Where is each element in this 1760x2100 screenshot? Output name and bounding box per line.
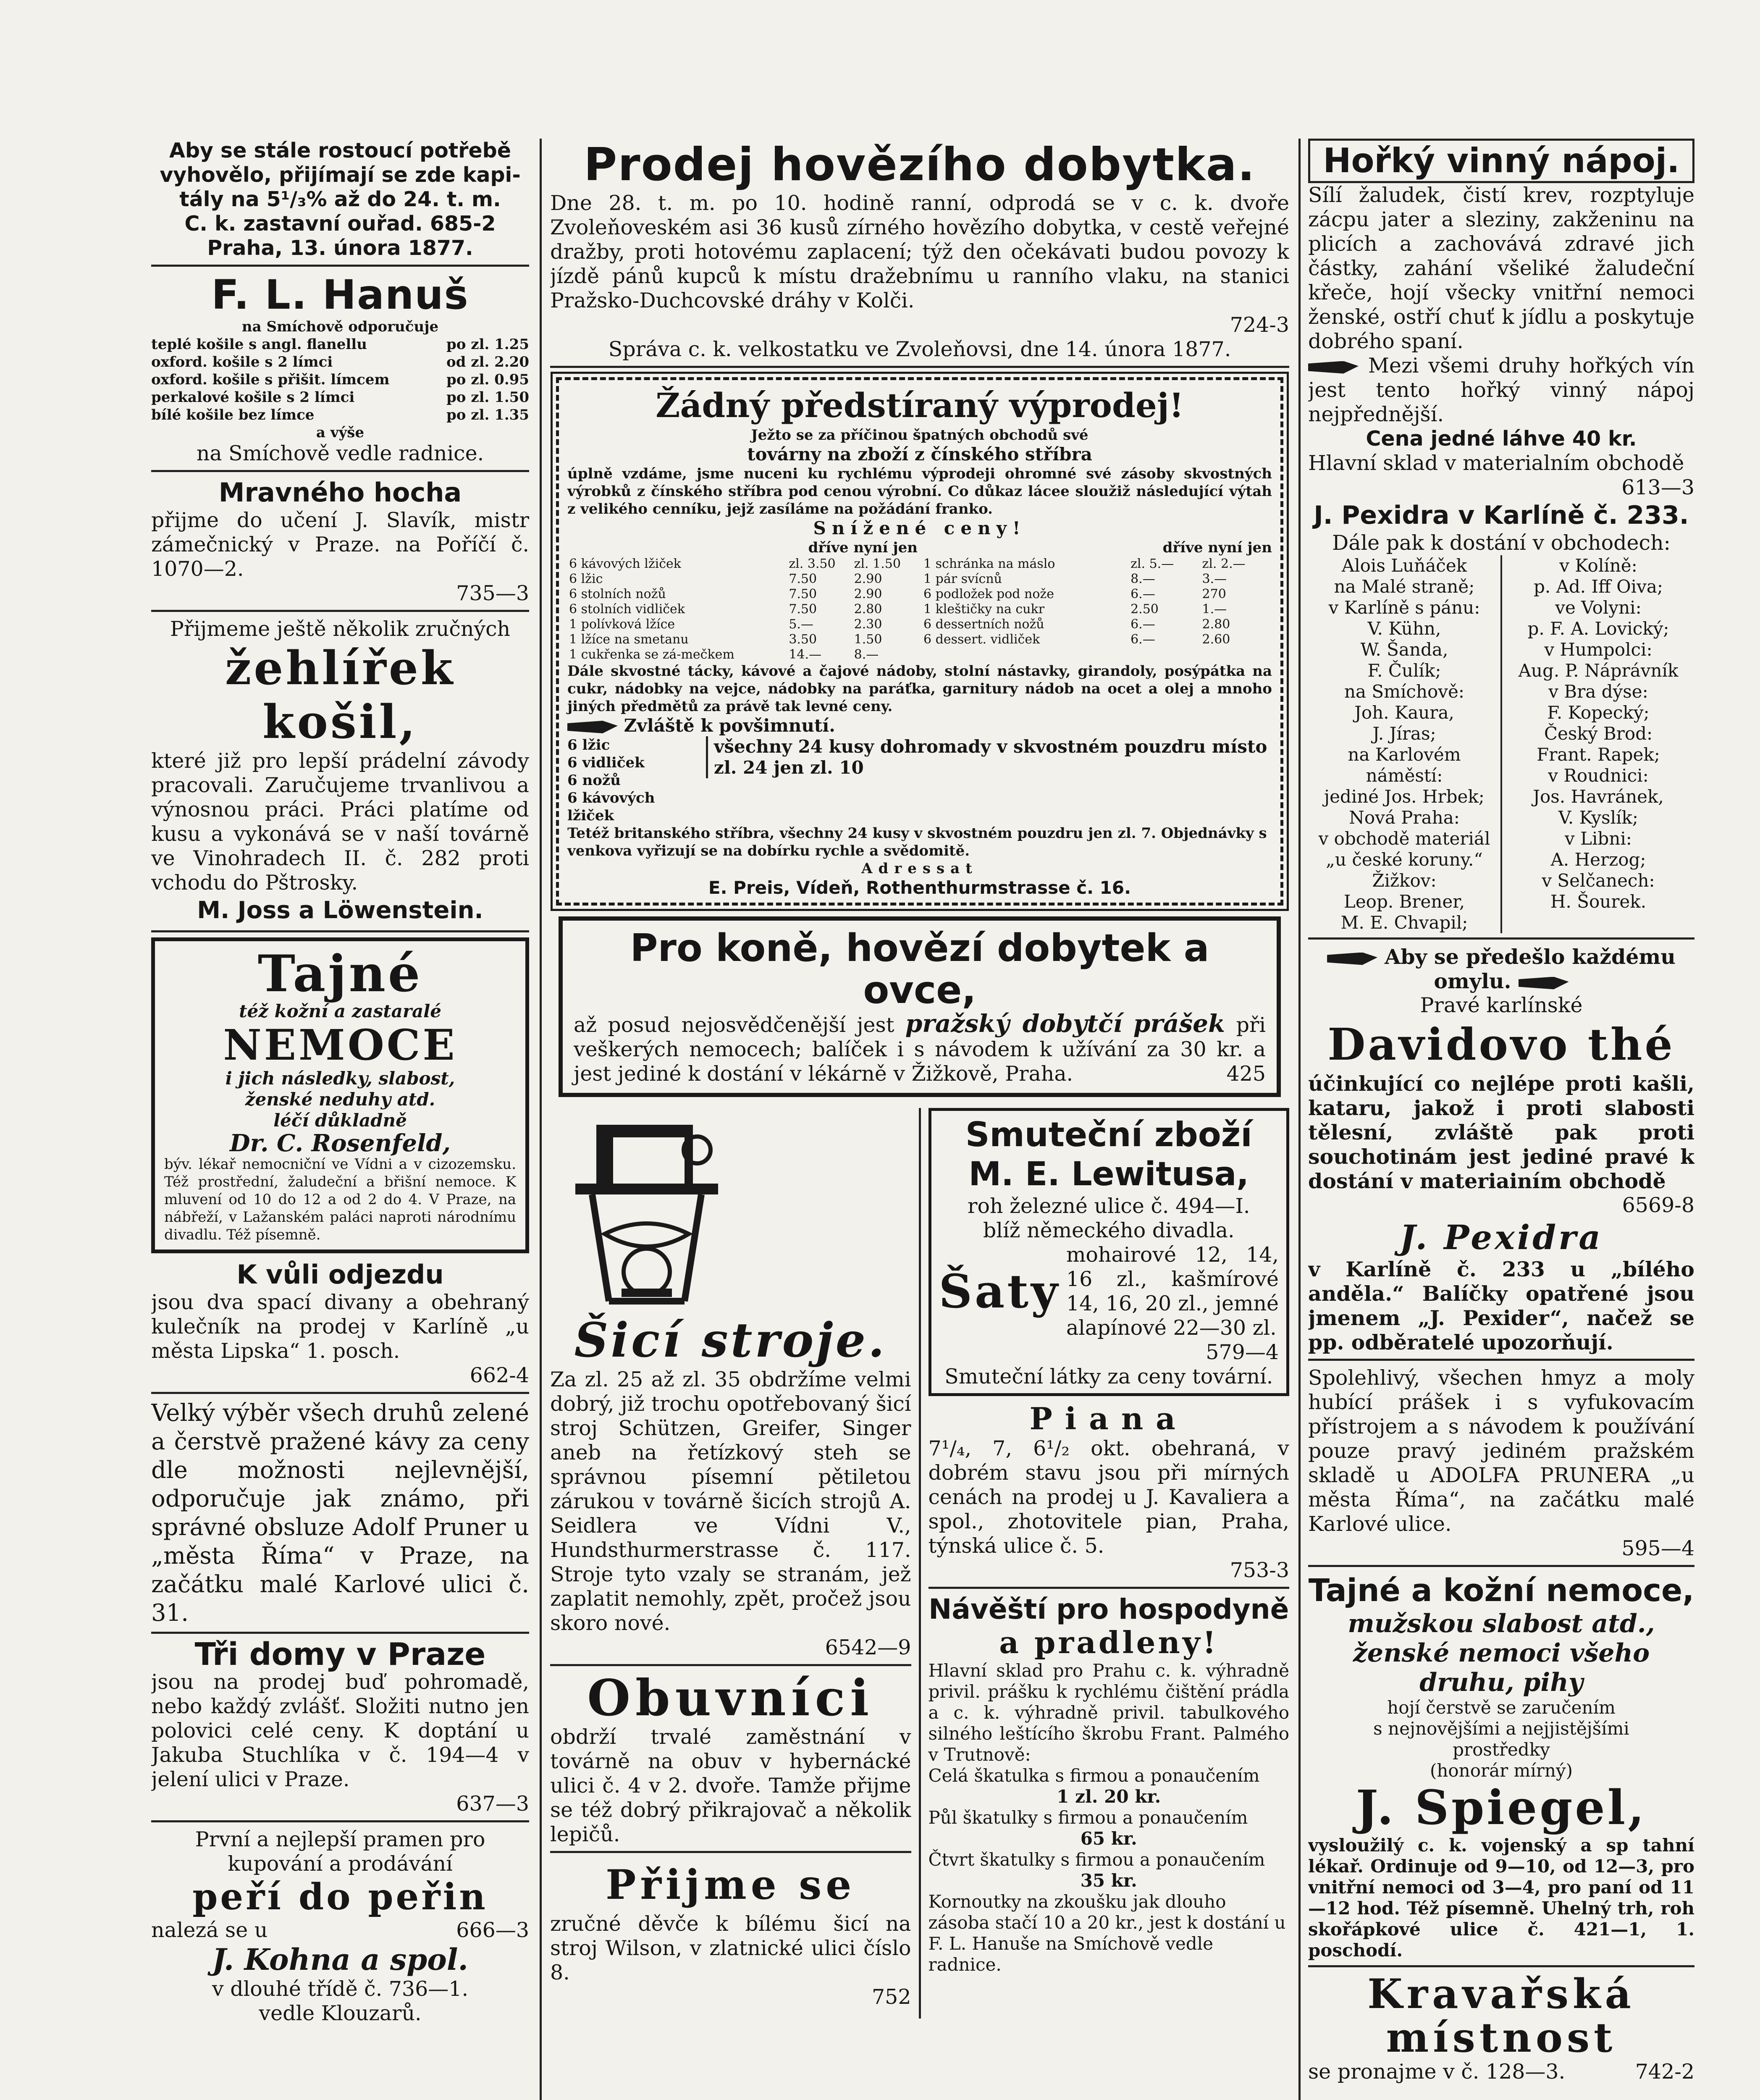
ad-title: košil, — [262, 695, 418, 749]
ad-number: 579—4 — [1206, 1340, 1279, 1364]
ad-mourning-goods — [929, 1108, 1290, 1396]
text: blíž německého divadla. — [983, 1218, 1235, 1242]
price-row — [151, 353, 529, 371]
ad-seamstress — [550, 1858, 911, 2013]
ad-bitter-wine — [1308, 139, 1694, 940]
ad-title: Tajné a kožní nemoce, — [1308, 1572, 1694, 1609]
table-row — [567, 632, 918, 647]
ad-number: 637—3 — [456, 1792, 529, 1816]
text: Adressat — [861, 860, 978, 877]
ad-number: 6542—9 — [825, 1635, 911, 1659]
ad-silver-sale — [556, 377, 1283, 906]
ad-title: K vůli odjezdu — [236, 1259, 444, 1290]
list-item: v Roudnici: — [1548, 765, 1649, 786]
ad-title: Tři domy v Praze — [194, 1636, 486, 1672]
list-item: p. Ad. Iff Oiva; — [1533, 576, 1663, 597]
text: jsou dva spací divany a obehraný kulečník na prodej v Karlíně „u města Lipska“ 1. posch. — [151, 1290, 529, 1363]
cell-was: 6.— — [1130, 587, 1155, 601]
item-label: oxford. košile s přišit. límcem — [151, 371, 390, 388]
text: obdrží trvalé zaměstnání v továrně na obuv v hybernácké ulici č. 4 v 2. dvoře. Tamže přijme se též dobrý přikrajovač a několik lepičů. — [550, 1725, 911, 1846]
text: ženské neduhy atd. — [245, 1089, 435, 1110]
list-item: Jos. Havránek, — [1533, 786, 1664, 807]
cell-was: 7.50 — [789, 602, 817, 617]
list-item: v Libni: — [1565, 828, 1632, 849]
ad-capital-deposits — [151, 139, 529, 267]
dealer-list-right — [1502, 555, 1694, 933]
signature: M. Joss a Löwenstein. — [197, 897, 483, 924]
text: na Smíchově vedle radnice. — [196, 441, 484, 465]
ad-rosenfeld — [151, 937, 529, 1253]
item-price: po zl. 1.50 — [446, 389, 529, 406]
dealer-list — [1308, 555, 1694, 933]
ad-title: Prodej hovězího dobytka. — [584, 139, 1256, 191]
table-row — [567, 617, 918, 632]
table-row — [567, 556, 918, 572]
table-row — [922, 587, 1272, 602]
text: na Smíchově odporučuje — [241, 318, 439, 335]
ad-number: 662-4 — [470, 1363, 529, 1387]
price-table-right — [922, 556, 1272, 647]
firm-name: J. Kohna a spol. — [212, 1942, 468, 1977]
list-item: 6 vidliček — [567, 754, 645, 771]
table-header: dříve nyní jen — [1162, 539, 1272, 556]
list-item: „u české koruny.“ — [1326, 849, 1483, 870]
middle-split — [550, 1108, 1289, 2019]
text: v dlouhé třídě č. 736—1. — [212, 1977, 469, 2001]
middle-right — [921, 1108, 1290, 2019]
price-value: 1 zl. 20 kr. — [1057, 1786, 1161, 1807]
list-item: Aug. P. Náprávník — [1518, 660, 1679, 681]
ad-cattle-powder — [559, 916, 1281, 1097]
cell-item: 6 stolních nožů — [569, 587, 666, 601]
ad-number: 6569-8 — [1622, 1193, 1694, 1217]
ad-title: Šicí stroje. — [574, 1313, 887, 1368]
cell-was: 7.50 — [789, 572, 817, 586]
text: nalezá se u — [151, 1918, 268, 1942]
price-row — [151, 406, 529, 424]
column-right — [1308, 139, 1694, 2100]
list-item: V. Kühn, — [1367, 618, 1441, 639]
ad-apprentice — [151, 477, 529, 612]
text: továrny na zboží z čínského stříbra — [747, 444, 1092, 465]
text: Ježto se za příčinou špatných obchodů své — [751, 427, 1089, 444]
ad-shoemakers — [550, 1671, 911, 1853]
price-list — [929, 1765, 1290, 1891]
list-item: v Bra dýse: — [1548, 681, 1648, 702]
cell-was: 3.50 — [789, 632, 817, 647]
table-row — [922, 632, 1272, 647]
text: Aby se stále rostoucí potřebě — [169, 139, 511, 163]
cell-item: 6 podložek pod nože — [923, 587, 1054, 601]
text: tály na 5¹/₃% až do 24. t. m. — [179, 187, 501, 211]
table-row — [922, 556, 1272, 572]
ad-sewing-machines — [550, 1108, 911, 1666]
cell-was: 8.— — [1130, 572, 1155, 586]
table-row — [567, 587, 918, 602]
text: vedle Klouzarů. — [259, 2001, 422, 2025]
ad-ironers — [151, 617, 529, 932]
ad-three-houses — [151, 1636, 529, 1822]
list-item: M. E. Chvapil; — [1340, 912, 1468, 933]
price-table — [567, 539, 1272, 662]
ad-number: 666—3 — [456, 1918, 529, 1942]
doctor-name: Dr. C. Rosenfeld, — [230, 1129, 451, 1157]
set-list — [567, 736, 702, 824]
list-item: p. F. A. Lovický; — [1527, 618, 1669, 639]
firm-name: J. Pexidra v Karlíně č. 233. — [1314, 501, 1689, 530]
price-value: 35 kr. — [1080, 1870, 1137, 1891]
ad-number: 595—4 — [1621, 1536, 1694, 1560]
column-left — [151, 139, 529, 2100]
cell-now: 1.50 — [854, 632, 882, 647]
ad-number: 685-2 — [430, 212, 496, 236]
sewing-machine-illustration — [559, 1108, 735, 1310]
text: býv. lékař nemocniční ve Vídni a v cizozemsku. Též prostřední, žaludeční a břišní nemoce. K mluvení od 10 do 12 a od 2 do 4. V Praze, na nábřeží, v Lažanském paláci naproti národnímu divadlu. Též písemně. — [164, 1156, 516, 1243]
list-item: Joh. Kaura, — [1354, 702, 1454, 723]
cell-now: 2.80 — [1202, 617, 1230, 632]
ad-title: Pro koně, hovězí dobytek a ovce, — [630, 926, 1209, 1012]
text: Praha, 13. února 1877. — [207, 236, 473, 260]
price-row — [151, 388, 529, 406]
ad-laundry — [929, 1594, 1290, 1979]
text: též kožní a zastaralé — [239, 1001, 441, 1021]
cell-was: 5.— — [789, 617, 813, 632]
ad-title: Smuteční zboží — [965, 1115, 1252, 1154]
price-row — [151, 371, 529, 388]
cell-now: 2.90 — [854, 587, 882, 601]
list-item: H. Šourek. — [1550, 891, 1647, 912]
text: (honorár mírný) — [1430, 1760, 1573, 1781]
list-item: Nová Praha: — [1349, 807, 1460, 828]
text: úplně vzdáme, jsme nuceni ku rychlému výprodeji ohromné své zásoby skvostných výrobků z čínského stříbra pod cenou výrobní. Co důkaz lácee sloužiž následující výtah z velikého cenníku, jejž zasíláme na požádání franko. — [567, 465, 1272, 517]
table-row — [922, 602, 1272, 617]
list-item: 6 lžic — [567, 737, 610, 753]
item-label: teplé košile s angl. flanellu — [151, 336, 367, 353]
cell-now: 2.30 — [854, 617, 882, 632]
list-item: v Karlíně s pánu: — [1328, 597, 1480, 618]
text: které již pro lepší prádelní závody pracovali. Zaručujeme trvanlivou a výnosnou práci. Práci platíme od kusu a vykonává se v naší továrně ve Vinohradech II. č. 282 proti vchodu do Pštrosky. — [151, 749, 529, 895]
ad-number: 425 — [1226, 1062, 1266, 1086]
list-item: Leop. Brener, — [1343, 891, 1465, 912]
price-row — [151, 336, 529, 353]
dealer-list-left — [1308, 555, 1502, 933]
text: První a nejlepší pramen pro kupování a prodávání — [195, 1827, 485, 1876]
table-row — [567, 572, 918, 587]
cell-was: zl. 5.— — [1130, 556, 1174, 571]
text: se pronajme v č. 128—3. — [1308, 2060, 1566, 2084]
text: Dne 28. t. m. po 10. hodině ranní, odprodá se v c. k. dvoře Zvoleňoveském asi 36 kusů zírného hovězího dobytka, v cestě veřejné dražby, proti hotovému zaplacení; týž den očekávati budou povozy k jízdě pánů kupců k místu dražebnímu u ranního vlaku, na stanici Pražsko-Duchcovské dráhy v Kolči. — [550, 191, 1289, 312]
column-rule — [1298, 139, 1301, 2100]
list-item: v Humpolci: — [1544, 639, 1652, 660]
ad-title: Kravařská — [1367, 1970, 1635, 2018]
text: prostředky — [1453, 1739, 1550, 1760]
heading: Šaty — [939, 1264, 1060, 1318]
ad-coffee — [151, 1399, 529, 1634]
cell-was: 7.50 — [789, 587, 817, 601]
list-item: Frant. Rapek; — [1537, 744, 1660, 765]
list-item: jediné Jos. Hrbek; — [1324, 786, 1485, 807]
price-item: Čtvrt škatulky s firmou a ponaučením — [928, 1849, 1265, 1870]
pointing-hand-icon — [1308, 361, 1359, 374]
text: i jich následky, slabost, — [225, 1068, 455, 1089]
list-item: ve Volyni: — [1555, 597, 1642, 618]
text: hojí čerstvě se zaručením — [1387, 1697, 1616, 1718]
firm-name: M. E. Lewitusa, — [968, 1155, 1249, 1193]
list-item: Alois Luňáček — [1341, 555, 1467, 576]
text: Sílí žaludek, čistí krev, rozptyluje zácpu jater a sleziny, zakženinu na plicích a zachovává zdravé jich částky, zahání všeliké žaludeční křeče, hojí všecky vnitřní nemoci ženské, ostří chuť k jídlu a poskytuje dobrého spaní. — [1308, 183, 1694, 353]
firm-name: E. Preis, Vídeň, Rothenthurmstrasse č. 16. — [708, 877, 1131, 898]
ad-number: 742-2 — [1635, 2060, 1694, 2084]
text: Spolehlivý, všechen hmyz a moly hubící prášek i s vyfukovacím přístrojem a s návodem k používání pouze pravý jediném pražském skladě u ADOLFA PRUNERA „u města Říma“, na začátku malé Karlové ulice. — [1308, 1366, 1694, 1536]
ad-spiegel — [1308, 1572, 1694, 1967]
list-item: F. Kopecký; — [1547, 702, 1650, 723]
list-item: v obchodě materiál — [1318, 828, 1490, 849]
price: Cena jedné láhve 40 kr. — [1366, 427, 1637, 451]
text: Aby se předešlo každému omylu. — [1385, 945, 1676, 993]
ad-title: NEMOCE — [223, 1020, 457, 1070]
text: vyhovělo, přijímají se zde kapi- — [160, 163, 521, 187]
cell-now: zl. 2.— — [1202, 556, 1246, 571]
ad-title: Hořký vinný nápoj. — [1308, 139, 1694, 183]
cell-was: zl. 3.50 — [789, 556, 836, 571]
firm-name: J. Pexidra — [1399, 1218, 1603, 1257]
list-item: Žižkov: — [1372, 870, 1437, 891]
text: všechny 24 kusy dohromady v skvostném pouzdru místo zl. 24 jen zl. 10 — [706, 736, 1272, 778]
list-item: V. Kyslík; — [1558, 807, 1639, 828]
text: roh železné ulice č. 494—I. — [968, 1194, 1250, 1218]
ad-hanus-shirts — [151, 272, 529, 472]
highlight: pražský dobytčí — [905, 1009, 1123, 1038]
ad-title: místnost — [1386, 2014, 1617, 2061]
pointing-hand-icon — [1327, 953, 1377, 965]
text: Snížené ceny! — [813, 518, 1026, 538]
table-header: dříve nyní jen — [808, 539, 918, 556]
cell-now: 1.— — [1202, 602, 1227, 617]
text: C. k. zastavní ouřad. — [184, 212, 423, 236]
list-item: v Selčanech: — [1542, 870, 1655, 891]
list-item: 6 nožů — [567, 772, 621, 789]
item-price: od zl. 2.20 — [446, 354, 529, 370]
price-item: Půl škatulky s firmou a ponaučením — [928, 1807, 1248, 1828]
ad-title: a pradleny! — [999, 1625, 1219, 1660]
list-item: J. Jíras; — [1372, 723, 1436, 744]
list-item: náměstí: — [1366, 765, 1443, 786]
text: Kornoutky na zkoušku jak dlouho zásoba stačí 10 a 20 kr., jest k dostání u F. L. Hanuše na Smíchově vedle radnice. — [928, 1891, 1286, 1975]
ad-title: Davidovo thé — [1327, 1018, 1675, 1070]
cell-item: 6 dessertních nožů — [923, 617, 1044, 632]
column-rule — [540, 139, 542, 2100]
cell-item: 6 stolních vidliček — [569, 602, 685, 617]
price-item: Celá škatulka s firmou a ponaučením — [928, 1765, 1260, 1786]
text: zručné děvče k bílému šicí na stroj Wilson, v zlatnické ulici číslo 8. — [550, 1912, 911, 1984]
cell-was: 6.— — [1130, 632, 1155, 647]
list-item: Český Brod: — [1544, 723, 1653, 744]
ad-feathers — [151, 1827, 529, 2030]
highlight: prášek — [1133, 1009, 1225, 1038]
item-price: po zl. 1.35 — [446, 407, 529, 423]
ad-number: 735—3 — [456, 581, 529, 605]
ad-david-tea — [1308, 945, 1694, 1361]
cell-item: 1 kleštičky na cukr — [923, 602, 1045, 617]
text: s nejnovějšími a nejjistějšími — [1373, 1718, 1629, 1739]
list-item: 6 kávových lžiček — [567, 790, 655, 824]
text: a výše — [316, 424, 365, 441]
price-list — [151, 336, 529, 424]
text: Mezi všemi druhy hořkých vín jest tento hořký vinný nápoj nejpřednější. — [1308, 354, 1694, 426]
ad-title: Obuvníci — [587, 1669, 874, 1727]
text: Za zl. 25 až zl. 35 obdržíme velmi dobrý, již trochu opotřebovaný šicí stroj Schützen, Greifer, Singer aneb na řetízkový steh se správnou písemní pětiletou zárukou v továrně šicích strojů A. Seidlera ve Vídni V., Hundsthurmerstrasse č. 117. Stroje tyto vzaly se stranám, jež zaplatit nemohly, zpět, pročež jsou skoro nové. — [550, 1368, 911, 1635]
cell-now: 2.60 — [1202, 632, 1230, 647]
ad-number: 753-3 — [1230, 1558, 1289, 1582]
list-item: F. Čulík; — [1367, 660, 1441, 681]
item-price: po zl. 1.25 — [446, 336, 529, 353]
list-item: W. Šanda, — [1360, 639, 1448, 660]
text: Tetéž britanského stříbra, všechny 24 kusy v skvostném pouzdru jen zl. 7. Objednávky s venkova vyřizují se na dobírku rychle a svědomitě. — [567, 825, 1267, 859]
signature: Správa c. k. velkostatku ve Zvoleňovsi, dne 14. února 1877. — [608, 337, 1231, 361]
item-label: bílé košile bez límce — [151, 407, 315, 423]
list-item: A. Herzog; — [1550, 849, 1646, 870]
ad-title: Mravného hocha — [218, 477, 462, 508]
ad-title: žehlířek — [225, 641, 456, 695]
text: 7¹/₄, 7, 6¹/₂ okt. obehraná, v dobrém stavu jsou při mírných cenách na prodej u J. Kavaliera a spol., zhotovitele pian, Praha, týnská ulice č. 5. — [928, 1436, 1289, 1558]
list-item: v Kolíně: — [1559, 555, 1637, 576]
table-row — [922, 572, 1272, 587]
text: Dále pak k dostání v obchodech: — [1332, 531, 1671, 555]
text: Velký výběr všech druhů zelené a čerstvě pražené kávy za ceny dle možnosti nejlevnější, odporučuje jak známo, při správné obsluze Adolf Pruner u „města Říma“ v Praze, na začátku malé Karlové ulici č. 31. — [151, 1399, 529, 1627]
list-item: na Malé straně; — [1334, 576, 1475, 597]
ad-pianos — [929, 1401, 1290, 1589]
cell-was: 2.50 — [1130, 602, 1159, 617]
text: léčí důkladně — [273, 1110, 407, 1131]
ad-cowshed — [1308, 1972, 1694, 2088]
middle-left — [550, 1108, 921, 2019]
ad-number: 752 — [871, 1985, 911, 2009]
cell-item: 1 polívková lžíce — [569, 617, 675, 632]
cell-now: 2.90 — [854, 572, 882, 586]
text: při veškerých nemocech; balíček i s návodem k užívání za 30 kr. a jest jediné k dostání v lékárně v Žižkově, Praha. — [574, 1013, 1266, 1086]
text: až posud nejosvědčenější jest — [574, 1013, 894, 1037]
price-value: 65 kr. — [1080, 1828, 1137, 1849]
price-table-left — [567, 556, 918, 662]
list-item: na Smíchově: — [1344, 681, 1465, 702]
ad-title: Přijme se — [606, 1861, 856, 1908]
text: Zvláště k povšimnutí. — [624, 715, 835, 736]
ad-title: peří do peřin — [192, 1876, 488, 1918]
text: přijme do učení J. Slavík, mistr zámečnický v Praze. na Poříčí č. 1070—2. — [151, 508, 529, 581]
text: vysloužilý c. k. vojenský a sp tahní lékař. Ordinuje od 9—10, od 12—3, pro vnitřní nemoci od 3—4, pro paní od 11—12 hod. Též písemně. Uhelný trh, roh skořápkové ulice č. 421—1, 1. poschodí. — [1308, 1835, 1694, 1961]
cell-item: 1 pár svícnů — [923, 572, 1002, 586]
table-row — [567, 602, 918, 617]
cell-was: 14.— — [789, 647, 822, 662]
ad-title: Tajné — [257, 944, 423, 1003]
cell-now: 270 — [1202, 587, 1226, 601]
ad-title: Piana — [1029, 1401, 1188, 1436]
table-row — [922, 617, 1272, 632]
doctor-name: J. Spiegel, — [1356, 1780, 1647, 1835]
pointing-hand-icon — [1519, 977, 1569, 990]
text: Přijmeme ještě několik zručných — [170, 617, 511, 641]
item-label: oxford. košile s 2 límci — [151, 354, 333, 370]
text: Hlavní sklad pro Prahu c. k. výhradně privil. prášku k rychlému čištění prádla a c. k. výhradně privil. tabulkového silného leštícího škrobu Frant. Palmého v Trutnově: — [928, 1660, 1289, 1765]
ad-cattle-sale — [550, 139, 1289, 368]
cell-was: 6.— — [1130, 617, 1155, 632]
item-label: perkalové košile s 2 límci — [151, 389, 355, 406]
cell-now: 3.— — [1202, 572, 1227, 586]
text: účinkující co nejlépe proti kašli, kataru, jakož i proti slabosti tělesní, zvláště pak proti souchotinám jest jediné pravé k dostání v materiainím obchodě — [1308, 1071, 1694, 1193]
text: ženské nemoci všeho — [1353, 1638, 1650, 1668]
cell-now: zl. 1.50 — [854, 556, 901, 571]
pointing-hand-icon — [567, 721, 618, 733]
cell-item: 1 schránka na máslo — [923, 556, 1055, 571]
list-item: na Karlovém — [1348, 744, 1461, 765]
ad-insect-powder — [1308, 1366, 1694, 1567]
ad-number: 613—3 — [1621, 475, 1694, 499]
text: druhu, pihy — [1419, 1668, 1583, 1697]
text: Pravé karlínské — [1420, 993, 1583, 1017]
ad-number: 724-3 — [1230, 313, 1289, 337]
cutlery-set — [567, 736, 1272, 824]
text: mohairové 12, 14, 16 zl., kašmírové 14, 16, 20 zl., jemné alapínové 22—30 zl. — [1066, 1243, 1279, 1340]
cell-item: 1 cukřenka se zá-mečkem — [569, 647, 734, 662]
cell-item: 6 lžic — [569, 572, 603, 586]
column-middle — [550, 139, 1289, 2100]
ad-title: Návěští pro hospodyně — [929, 1593, 1289, 1625]
cell-now: 2.80 — [854, 602, 882, 617]
cell-item: 6 dessert. vidliček — [923, 632, 1040, 647]
text: jsou na prodej buď pohromadě, nebo každý zvlášť. Složiti nutno jen polovici celé ceny. K doptání u Jakuba Stuchlíka v č. 194—4 v jelení ulici v Praze. — [151, 1670, 529, 1791]
text: Hlavní sklad v materialním obchodě — [1308, 451, 1684, 475]
ad-title: Žádný předstíraný výprodej! — [656, 386, 1184, 425]
item-price: po zl. 0.95 — [446, 371, 529, 388]
table-row — [567, 647, 918, 662]
cell-item: 1 lžíce na smetanu — [569, 632, 689, 647]
cell-now: 8.— — [854, 647, 879, 662]
cell-item: 6 kávových lžiček — [569, 556, 681, 571]
text: Smuteční látky za ceny tovární. — [944, 1365, 1273, 1389]
text: mužskou slabost atd., — [1348, 1609, 1655, 1638]
ad-title: F. L. Hanuš — [211, 271, 469, 318]
text: v Karlíně č. 233 u „bílého anděla.“ Balíčky opatřené jsou jmenem „J. Pexider“, načež se pp. odběratelé upozorňují. — [1308, 1257, 1694, 1354]
ad-departure — [151, 1259, 529, 1394]
text: Dále skvostné tácky, kávové a čajové nádoby, stolní nástavky, girandoly, posýpátka na cukr, nádobky na vejce, nádobky na paráťka, garnitury nádob na ocet a olej a mnoho jiných předmětů za právě tak levné ceny. — [567, 663, 1272, 715]
